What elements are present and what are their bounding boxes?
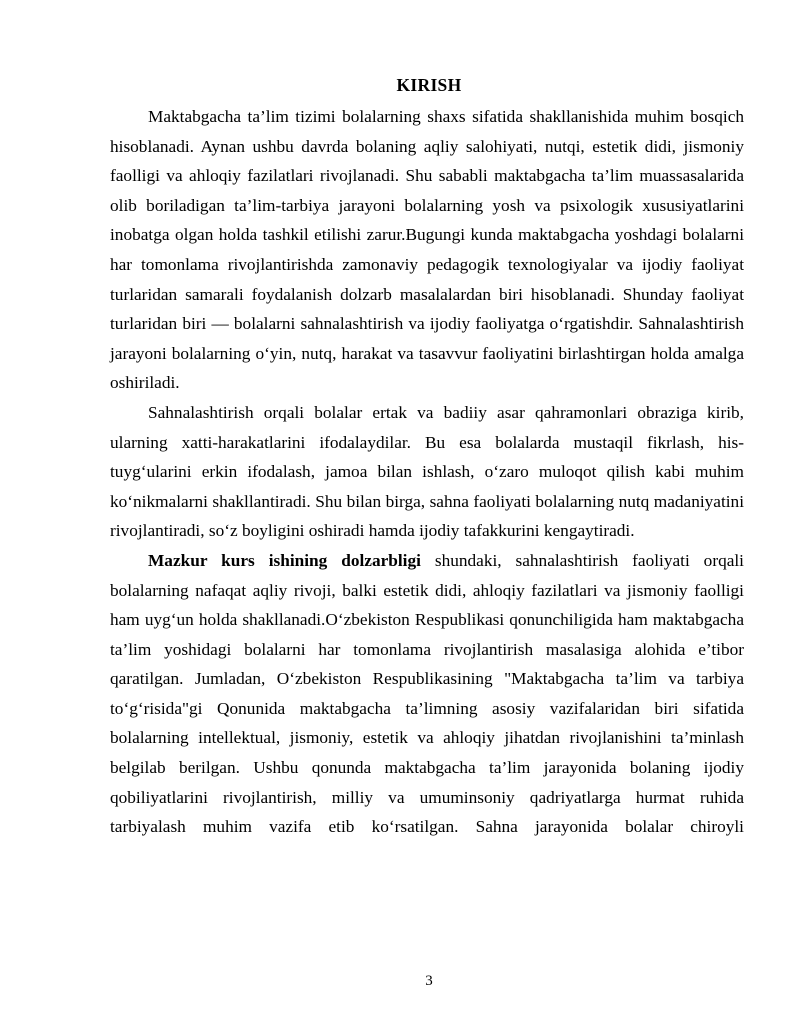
paragraph-3-text: shundaki, sahnalashtirish faoliyati orqali bolalarning nafaqat aqliy rivoji, balki estetik didi, ahloqiy fazilatlari va jismoniy faolligi ham uyg‘un holda shakllanadi.O‘zbekiston Respublikasi qonunchiligida ham maktabgacha ta’lim yoshidagi bolalarni har tomonlama rivojlantirish masalasiga alohida e’tibor qaratilgan. Jumladan, O‘zbekiston Respublikasining "Maktabgacha ta’lim va tarbiya to‘g‘risida"gi Qonunida maktabgacha ta’limning asosiy vazifalaridan biri sifatida bolalarning intellektual, jismoniy, estetik va ahloqiy jihatdan rivojlanishini ta’minlash belgilab berilgan. Ushbu qonunda maktabgacha ta’lim jarayonida bolaning ijodiy qobiliyatlarini rivojlantirish, milliy va umuminsoniy qadriyatlarga hurmat ruhida tarbiyalash muhim vazifa etib ko‘rsatilgan. Sahna jarayonida bolalar chiroyli xyxy=(110,550,744,837)
paragraph-1-text: Maktabgacha ta’lim tizimi bolalarning shaxs sifatida shakllanishida muhim bosqich hisoblanadi. Aynan ushbu davrda bolaning aqliy salohiyati, nutqi, estetik didi, jismoniy faolligi va ahloqiy fazilatlari rivojlanadi. Shu sababli maktabgacha ta’lim muassasalarida olib boriladigan ta’lim-tarbiya jarayoni bolalarning yosh va psixologik xususiyatlarini inobatga olgan holda tashkil etilishi zarur.Bugungi kunda maktabgacha yoshdagi bolalarni har tomonlama rivojlantirishda zamonaviy pedagogik texnologiyalar va ijodiy faoliyat turlaridan samarali foydalanish dolzarb masalalardan biri hisoblanadi. Shunday faoliyat turlaridan biri — bolalarni sahnalashtirish va ijodiy faoliyatga o‘rgatishdir. Sahnalashtirish jarayoni bolalarning o‘yin, nutq, harakat va tasavvur faoliyatini birlashtirgan holda amalga oshiriladi. xyxy=(110,107,744,393)
section-heading: KIRISH xyxy=(396,75,462,95)
paragraph-2-text: Sahnalashtirish orqali bolalar ertak va badiiy asar qahramonlari obraziga kirib, ularning xatti-harakatlarini ifodalaydilar. Bu esa bolalarda mustaqil fikrlash, his-tuyg‘ularini erkin ifodalash, jamoa bilan ishlash, o‘zaro muloqot qilish kabi muhim ko‘nikmalarni shakllantiradi. Shu bilan birga, sahna faoliyati bolalarning nutq madaniyatini rivojlantiradi, so‘z boyligini oshiradi hamda ijodiy tafakkurini kengaytiradi. xyxy=(110,402,744,541)
paragraph-2 xyxy=(110,398,744,546)
body-text xyxy=(110,102,744,842)
page-number: 3 xyxy=(425,973,433,989)
paragraph-3 xyxy=(110,546,744,842)
paragraph-1 xyxy=(110,102,744,398)
paragraph-3-bold-lead: Mazkur kurs ishining dolzarbligi xyxy=(148,550,421,570)
